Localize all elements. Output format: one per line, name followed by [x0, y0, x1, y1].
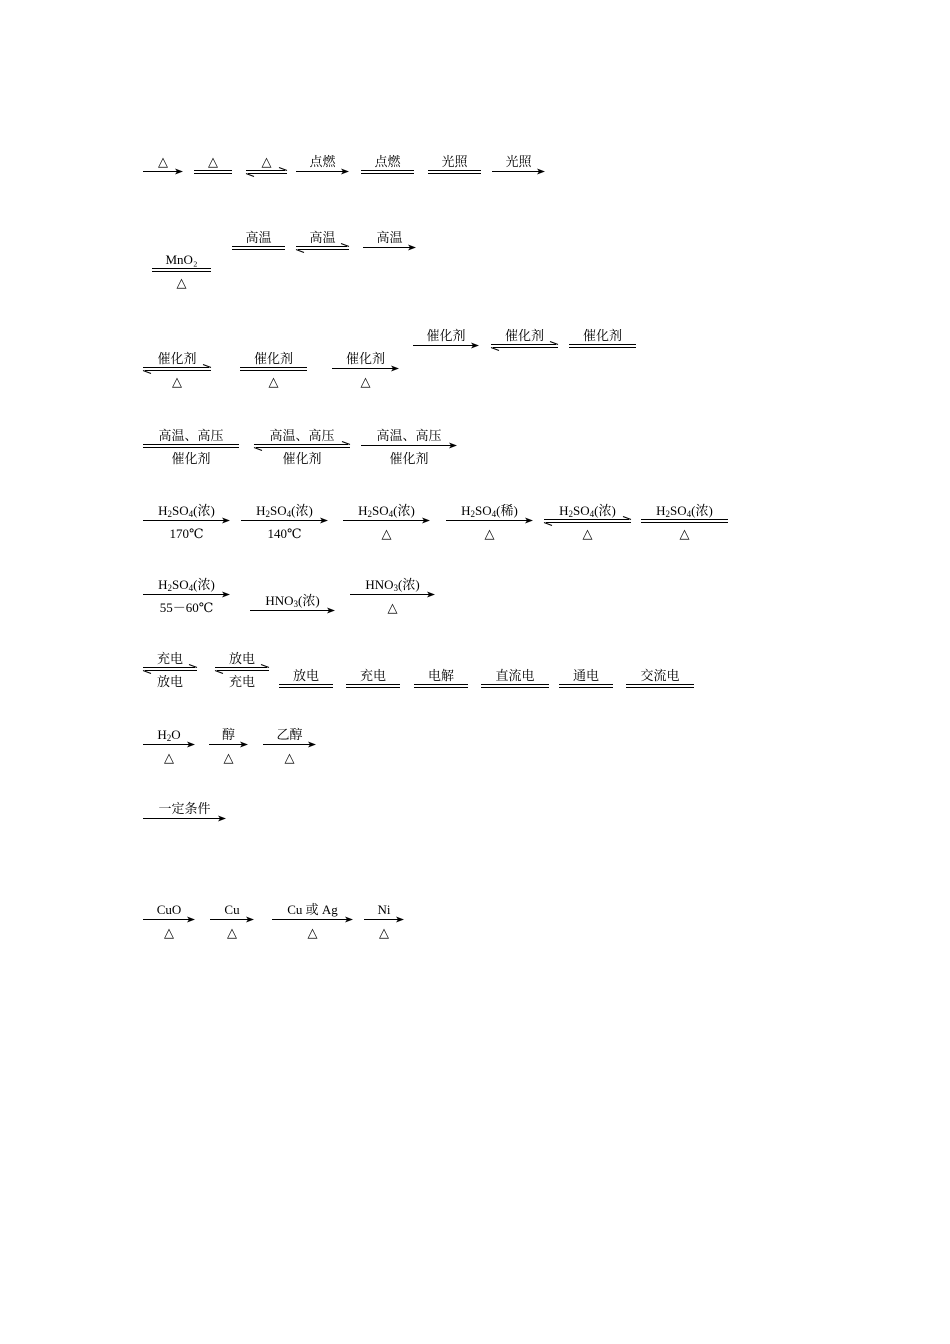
reversible-arrow	[143, 363, 211, 375]
reaction-symbol	[414, 668, 468, 698]
condition-bottom: 55－60℃	[159, 600, 214, 615]
reaction-arrow	[143, 739, 195, 751]
reaction-arrow	[413, 340, 479, 352]
condition-top: 交流电	[640, 668, 680, 683]
condition-top: MnO₂	[165, 252, 198, 267]
reaction-symbol	[491, 328, 558, 368]
condition-bottom: △	[176, 275, 187, 290]
condition-top: 催化剂	[426, 328, 466, 343]
reaction-symbol	[143, 428, 239, 468]
reaction-arrow	[143, 914, 195, 926]
equals-sign	[232, 242, 285, 254]
reaction-symbol	[641, 503, 728, 543]
equals-sign	[194, 166, 232, 178]
reaction-symbol	[143, 727, 195, 767]
equals-sign	[481, 680, 549, 692]
condition-bottom: △	[387, 600, 398, 615]
condition-bottom: △	[227, 925, 237, 940]
condition-bottom: 充电	[228, 674, 255, 689]
reaction-symbol	[143, 351, 211, 391]
reaction-symbol	[143, 577, 230, 617]
equals-sign	[152, 264, 211, 276]
reaction-symbol	[413, 328, 479, 368]
reaction-symbol	[279, 668, 333, 698]
equals-sign	[346, 680, 400, 692]
condition-top: 放电	[228, 651, 255, 666]
reaction-symbol	[209, 727, 248, 767]
equals-sign	[559, 680, 613, 692]
condition-bottom: △	[307, 925, 318, 940]
reaction-symbol	[143, 154, 183, 194]
condition-top: △	[158, 154, 168, 169]
equals-sign	[240, 363, 307, 375]
condition-bottom: △	[268, 374, 279, 389]
equals-sign	[626, 680, 694, 692]
condition-top: 放电	[292, 668, 319, 683]
reaction-symbol	[152, 252, 211, 292]
condition-bottom: △	[379, 925, 389, 940]
reversible-arrow	[544, 515, 631, 527]
condition-top: 催化剂	[504, 328, 544, 343]
formula-text: $H_2SO_4$(浓)	[559, 503, 616, 519]
reaction-symbol	[240, 351, 307, 391]
condition-bottom: 催化剂	[282, 451, 322, 466]
condition-top: 高温	[245, 230, 272, 245]
reaction-arrow	[143, 813, 226, 825]
condition-top: 直流电	[495, 668, 535, 683]
condition-bottom: △	[164, 925, 174, 940]
equals-sign	[428, 166, 481, 178]
reaction-symbol	[143, 801, 226, 831]
condition-top: △	[261, 154, 272, 169]
condition-top: 一定条件	[158, 801, 211, 816]
reaction-symbol	[492, 154, 545, 194]
reaction-symbol	[343, 503, 430, 543]
reaction-symbol	[332, 351, 399, 391]
condition-top: 光照	[505, 154, 532, 169]
reaction-arrow	[272, 914, 353, 926]
reaction-arrow	[210, 914, 254, 926]
condition-top: 充电	[156, 651, 183, 666]
condition-top: 催化剂	[345, 351, 385, 366]
reaction-symbol	[446, 503, 533, 543]
reaction-arrow	[363, 242, 416, 254]
condition-top: 电解	[427, 668, 454, 683]
reaction-symbol	[364, 902, 404, 942]
reaction-arrow	[446, 515, 533, 527]
condition-bottom: 放电	[156, 674, 183, 689]
condition-bottom: △	[172, 374, 182, 389]
formula-text: $HNO_3$(浓)	[265, 593, 320, 609]
reaction-arrow	[143, 515, 230, 527]
condition-top: 醇	[221, 727, 235, 742]
reaction-arrow	[209, 739, 248, 751]
reaction-symbol	[363, 230, 416, 270]
reaction-symbol	[263, 727, 316, 767]
condition-top: 高温、高压	[376, 428, 442, 443]
reaction-arrow	[250, 605, 335, 617]
reaction-arrow	[296, 166, 349, 178]
reaction-symbol	[272, 902, 353, 942]
reaction-symbol	[246, 154, 287, 194]
condition-bottom: △	[582, 526, 593, 541]
condition-top: Cu 或 Ag	[287, 902, 338, 917]
formula-text: $H_2SO_4$(浓)	[256, 503, 313, 519]
condition-top: 催化剂	[582, 328, 622, 343]
equals-sign	[414, 680, 468, 692]
reaction-symbol	[143, 902, 195, 942]
reaction-symbol	[361, 428, 457, 468]
reaction-arrow	[492, 166, 545, 178]
reaction-symbol	[254, 428, 350, 468]
reaction-symbol	[210, 902, 254, 942]
condition-top: 催化剂	[253, 351, 293, 366]
reaction-symbol	[232, 230, 285, 270]
equals-sign	[361, 166, 414, 178]
condition-bottom: △	[164, 750, 174, 765]
condition-bottom: △	[679, 526, 690, 541]
formula-text: $H_2SO_4$(浓)	[358, 503, 415, 519]
reaction-symbol	[626, 668, 694, 698]
condition-bottom: 催化剂	[171, 451, 211, 466]
reaction-symbol	[215, 651, 269, 691]
condition-top: 通电	[572, 668, 599, 683]
condition-bottom: △	[284, 750, 295, 765]
reaction-arrow	[263, 739, 316, 751]
reaction-symbol	[544, 503, 631, 543]
reaction-arrow	[361, 440, 457, 452]
equals-sign	[569, 340, 636, 352]
reaction-symbol	[241, 503, 328, 543]
equals-sign	[279, 680, 333, 692]
condition-bottom: △	[484, 526, 495, 541]
reaction-symbol	[350, 577, 435, 617]
condition-top: 高温、高压	[269, 428, 335, 443]
reaction-symbol	[346, 668, 400, 698]
reaction-symbol	[361, 154, 414, 194]
condition-bottom: △	[223, 750, 234, 765]
condition-top: 点燃	[309, 154, 336, 169]
condition-top: 乙醇	[276, 727, 303, 742]
condition-top: 高温	[376, 230, 403, 245]
condition-top: 催化剂	[157, 351, 197, 366]
formula-text: $H_2SO_4$(浓)	[656, 503, 713, 519]
condition-top: 高温	[309, 230, 336, 245]
reaction-symbol	[569, 328, 636, 368]
reaction-symbol	[428, 154, 481, 194]
reaction-symbol	[559, 668, 613, 698]
condition-bottom: 140℃	[267, 526, 302, 541]
condition-top: △	[208, 154, 218, 169]
reaction-arrow	[143, 589, 230, 601]
condition-top: Cu	[224, 902, 240, 917]
reaction-symbol	[143, 651, 197, 691]
condition-bottom: 170℃	[169, 526, 204, 541]
reaction-symbol	[194, 154, 232, 194]
reversible-arrow	[491, 340, 558, 352]
reaction-arrow	[143, 166, 183, 178]
equals-sign	[143, 440, 239, 452]
condition-bottom: △	[360, 374, 371, 389]
condition-top: 光照	[441, 154, 468, 169]
formula-text: $H_2SO_4$(浓)	[158, 503, 215, 519]
reaction-symbol	[296, 154, 349, 194]
reaction-arrow	[343, 515, 430, 527]
reversible-arrow	[215, 663, 269, 675]
equals-sign	[641, 515, 728, 527]
condition-bottom: △	[381, 526, 392, 541]
reaction-arrow	[364, 914, 404, 926]
reversible-arrow	[246, 166, 287, 178]
reaction-symbol	[296, 230, 349, 270]
reaction-arrow	[350, 589, 435, 601]
reaction-arrow	[332, 363, 399, 375]
reaction-symbol	[143, 503, 230, 543]
condition-top: CuO	[156, 902, 182, 917]
condition-top: 点燃	[374, 154, 401, 169]
condition-top: 充电	[359, 668, 386, 683]
condition-top: Ni	[377, 902, 391, 917]
condition-top: 高温、高压	[158, 428, 224, 443]
formula-text: $H_2O$	[157, 727, 181, 743]
formula-text: $H_2SO_4$(稀)	[461, 503, 518, 519]
condition-bottom: 催化剂	[389, 451, 429, 466]
reversible-arrow	[254, 440, 350, 452]
reversible-arrow	[143, 663, 197, 675]
formula-text: $HNO_3$(浓)	[365, 577, 420, 593]
formula-text: $H_2SO_4$(浓)	[158, 577, 215, 593]
reaction-symbol	[250, 593, 335, 623]
reversible-arrow	[296, 242, 349, 254]
reaction-arrow	[241, 515, 328, 527]
reaction-symbol	[481, 668, 549, 698]
